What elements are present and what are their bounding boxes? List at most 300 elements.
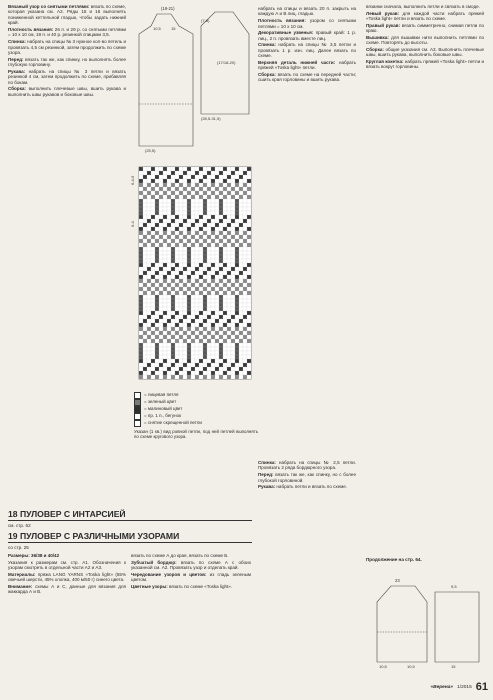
chart-cell	[179, 323, 183, 327]
chart-cell	[187, 255, 191, 259]
chart-cell	[235, 323, 239, 327]
chart-cell	[219, 263, 223, 267]
chart-cell	[235, 215, 239, 219]
chart-cell	[203, 371, 207, 375]
chart-cell	[175, 247, 179, 251]
chart-cell	[243, 315, 247, 319]
chart-cell	[159, 279, 163, 283]
chart-cell	[191, 167, 195, 171]
chart-cell	[207, 279, 211, 283]
paragraph: Указания к размерам см. стр. А1. Обозначения к узорам смотреть в отдельной части А2 и А3.	[8, 559, 126, 571]
chart-cell	[143, 187, 147, 191]
chart-cell	[151, 195, 155, 199]
chart-cell	[239, 231, 243, 235]
chart-cell	[219, 319, 223, 323]
chart-cell	[247, 355, 251, 359]
chart-cell	[175, 211, 179, 215]
paragraph: Сборка: выполнить плечевые швы, вшить рукава и выполнить швы рукавов и боковые швы.	[8, 86, 126, 97]
chart-cell	[167, 279, 171, 283]
chart-cell	[215, 375, 219, 379]
chart-cell	[143, 207, 147, 211]
chart-cell	[227, 227, 231, 231]
chart-cell	[171, 179, 175, 183]
chart-cell	[183, 263, 187, 267]
chart-cell	[243, 227, 247, 231]
chart-cell	[215, 315, 219, 319]
chart-cell	[219, 371, 223, 375]
chart-cell	[203, 219, 207, 223]
chart-cell	[243, 247, 247, 251]
chart-cell	[155, 227, 159, 231]
chart-cell	[171, 183, 175, 187]
paragraph: Цветные узоры: вязать по схеме «Toska light».	[131, 583, 233, 589]
chart-cell	[171, 291, 175, 295]
chart-cell	[143, 267, 147, 271]
chart-cell	[219, 363, 223, 367]
chart-cell	[199, 235, 203, 239]
chart-cell	[139, 323, 143, 327]
chart-cell	[231, 283, 235, 287]
chart-cell	[227, 295, 231, 299]
chart-cell	[203, 183, 207, 187]
chart-cell	[151, 331, 155, 335]
legend-note: Указан (1 кв.) вид ровной петли, под ней петлей выполнять по схеме кругового узора.	[134, 429, 258, 440]
chart-cell	[183, 359, 187, 363]
chart-cell	[151, 223, 155, 227]
chart-cell	[219, 231, 223, 235]
chart-cell	[139, 363, 143, 367]
chart-cell	[187, 287, 191, 291]
chart-cell	[191, 371, 195, 375]
chart-cell	[147, 323, 151, 327]
chart-cell	[151, 271, 155, 275]
chart-cell	[179, 375, 183, 379]
chart-cell	[187, 335, 191, 339]
chart-cell	[223, 235, 227, 239]
paragraph: Спинка: набрать на спицы № 3 нужное кол-во петель и провязать 4,5 см резинкой, затем продолжить по схеме узора.	[8, 39, 126, 55]
chart-cell	[151, 307, 155, 311]
chart-cell	[223, 351, 227, 355]
chart-cell	[231, 291, 235, 295]
chart-cell	[171, 375, 175, 379]
magazine-brand: «Верена»	[430, 684, 454, 690]
chart-cell	[147, 355, 151, 359]
chart-cell	[247, 327, 251, 331]
chart-cell	[219, 287, 223, 291]
chart-cell	[191, 215, 195, 219]
chart-cell	[151, 191, 155, 195]
chart-cell	[239, 331, 243, 335]
paragraph: Вышивка: для вышивки нити выполнить петлями по схеме. Повторять до высоты.	[366, 34, 484, 46]
chart-cell	[235, 171, 239, 175]
chart-cell	[183, 199, 187, 203]
chart-cell	[219, 291, 223, 295]
chart-cell	[167, 323, 171, 327]
chart-cell	[187, 191, 191, 195]
chart-cell	[215, 299, 219, 303]
chart-cell	[155, 271, 159, 275]
paragraph: Вязаный узор со снятыми петлями: вязать по схеме, которая указана см. А2. Ряды 15 и 16 выполнять пониженной кеттельной гладью, чтобы задать нижний край.	[8, 4, 126, 26]
chart-cell	[195, 271, 199, 275]
chart-cell	[223, 287, 227, 291]
chart-cell	[199, 367, 203, 371]
chart-cell	[203, 231, 207, 235]
chart-cell	[191, 203, 195, 207]
chart-cell	[139, 199, 143, 203]
chart-cell	[195, 367, 199, 371]
chart-cell	[159, 367, 163, 371]
chart-cell	[211, 287, 215, 291]
chart-cell	[143, 203, 147, 207]
chart-cell	[183, 331, 187, 335]
chart-cell	[231, 303, 235, 307]
paragraph: Плотность вязания: узором со снятыми петлями = 10 х 10 см.	[258, 18, 356, 29]
chart-cell	[231, 327, 235, 331]
chart-cell	[223, 183, 227, 187]
chart-cell	[179, 371, 183, 375]
chart-cell	[171, 323, 175, 327]
chart-cell	[147, 347, 151, 351]
chart-cell	[139, 359, 143, 363]
svg-text:15: 15	[171, 26, 176, 31]
chart-cell	[227, 231, 231, 235]
chart-cell	[235, 363, 239, 367]
chart-cell	[139, 227, 143, 231]
chart-cell	[163, 287, 167, 291]
chart-cell	[187, 367, 191, 371]
chart-cell	[235, 291, 239, 295]
chart-cell	[211, 303, 215, 307]
chart-cell	[227, 323, 231, 327]
chart-cell	[235, 331, 239, 335]
chart-cell	[199, 275, 203, 279]
chart-cell	[167, 315, 171, 319]
chart-cell	[171, 279, 175, 283]
chart-cell	[167, 175, 171, 179]
paragraph: Правый рукав: вязать симметрично, снимая петли по краю.	[366, 22, 484, 34]
chart-cell	[167, 263, 171, 267]
chart-cell	[155, 255, 159, 259]
chart-cell	[191, 235, 195, 239]
chart-cell	[227, 183, 231, 187]
chart-cell	[179, 235, 183, 239]
paragraph: Спинка: набрать на спицы № 2,5 петли. Провязать 2 ряда бордюрного узора.	[258, 460, 356, 471]
chart-cell	[227, 355, 231, 359]
chart-cell	[155, 247, 159, 251]
chart-cell	[223, 283, 227, 287]
chart-cell	[227, 255, 231, 259]
chart-cell	[219, 339, 223, 343]
chart-cell	[147, 227, 151, 231]
chart-cell	[227, 175, 231, 179]
chart-cell	[235, 303, 239, 307]
chart-cell	[231, 247, 235, 251]
chart-cell	[139, 291, 143, 295]
chart-cell	[179, 319, 183, 323]
chart-cell	[215, 215, 219, 219]
chart-cell	[215, 171, 219, 175]
chart-cell	[143, 303, 147, 307]
chart-cell	[143, 259, 147, 263]
chart-cell	[219, 331, 223, 335]
chart-cell	[143, 311, 147, 315]
chart-cell	[179, 299, 183, 303]
chart-cell	[219, 195, 223, 199]
chart-cell	[183, 219, 187, 223]
chart-cell	[147, 335, 151, 339]
chart-cell	[243, 331, 247, 335]
chart-cell	[159, 275, 163, 279]
chart-cell	[191, 287, 195, 291]
chart-cell	[155, 171, 159, 175]
chart-cell	[203, 307, 207, 311]
chart-cell	[207, 267, 211, 271]
chart-cell	[139, 371, 143, 375]
chart-cell	[163, 263, 167, 267]
chart-cell	[167, 219, 171, 223]
chart-cell	[183, 179, 187, 183]
chart-cell	[147, 259, 151, 263]
chart-cell	[235, 195, 239, 199]
chart-cell	[199, 239, 203, 243]
chart-cell	[147, 351, 151, 355]
chart-cell	[195, 171, 199, 175]
chart-cell	[175, 179, 179, 183]
chart-cell	[171, 335, 175, 339]
chart-cell	[175, 223, 179, 227]
chart-cell	[211, 295, 215, 299]
chart-cell	[235, 231, 239, 235]
chart-cell	[139, 343, 143, 347]
chart-cell	[239, 203, 243, 207]
chart-cell	[203, 251, 207, 255]
chart-cell	[235, 179, 239, 183]
chart-cell	[215, 243, 219, 247]
chart-cell	[215, 167, 219, 171]
chart-cell	[143, 355, 147, 359]
chart-cell	[235, 187, 239, 191]
paragraph: Внимание: схемы А и С, данные для вязания для жаккарда А и В.	[8, 583, 126, 595]
chart-cell	[231, 227, 235, 231]
chart-cell	[183, 367, 187, 371]
chart-cell	[231, 195, 235, 199]
chart-cell	[207, 175, 211, 179]
chart-cell	[235, 275, 239, 279]
legend-swatch	[134, 420, 141, 427]
chart-cell	[175, 355, 179, 359]
chart-cell	[147, 207, 151, 211]
chart-cell	[227, 199, 231, 203]
chart-cell	[167, 223, 171, 227]
chart-cell	[195, 359, 199, 363]
chart-cell	[203, 291, 207, 295]
chart-cell	[151, 171, 155, 175]
chart-cell	[239, 227, 243, 231]
chart-cell	[207, 183, 211, 187]
chart-cell	[143, 183, 147, 187]
chart-cell	[207, 211, 211, 215]
chart-cell	[179, 315, 183, 319]
chart-cell	[243, 171, 247, 175]
chart-cell	[167, 271, 171, 275]
chart-cell	[191, 239, 195, 243]
chart-cell	[227, 235, 231, 239]
chart-cell	[167, 243, 171, 247]
chart-cell	[167, 343, 171, 347]
chart-cell	[191, 339, 195, 343]
chart-cell	[227, 315, 231, 319]
chart-cell	[235, 347, 239, 351]
chart-cell	[247, 263, 251, 267]
chart-cell	[179, 223, 183, 227]
chart-cell	[227, 207, 231, 211]
chart-cell	[203, 167, 207, 171]
chart-cell	[215, 255, 219, 259]
chart-cell	[247, 279, 251, 283]
chart-cell	[171, 167, 175, 171]
chart-cell	[239, 207, 243, 211]
chart-cell	[231, 335, 235, 339]
chart-cell	[159, 375, 163, 379]
chart-cell	[219, 299, 223, 303]
chart-cell	[215, 251, 219, 255]
chart-cell	[163, 291, 167, 295]
chart-cell	[239, 315, 243, 319]
chart-cell	[171, 235, 175, 239]
chart-cell	[183, 275, 187, 279]
chart-cell	[143, 279, 147, 283]
chart-cell	[247, 311, 251, 315]
chart-cell	[139, 347, 143, 351]
chart-cell	[199, 327, 203, 331]
chart-cell	[235, 167, 239, 171]
chart-cell	[211, 375, 215, 379]
chart-cell	[199, 231, 203, 235]
chart-cell	[155, 287, 159, 291]
chart-cell	[211, 251, 215, 255]
chart-cell	[223, 363, 227, 367]
chart-cell	[247, 187, 251, 191]
chart-cell	[175, 367, 179, 371]
chart-cell	[139, 351, 143, 355]
chart-cell	[231, 323, 235, 327]
chart-cell	[151, 183, 155, 187]
section-ref-19: со стр. 25	[8, 545, 29, 550]
chart-cell	[211, 319, 215, 323]
chart-cell	[167, 295, 171, 299]
chart-cell	[219, 271, 223, 275]
chart-cell	[243, 183, 247, 187]
chart-cell	[203, 311, 207, 315]
chart-cell	[167, 167, 171, 171]
chart-cell	[231, 347, 235, 351]
chart-cell	[183, 235, 187, 239]
chart-cell	[227, 307, 231, 311]
chart-cell	[183, 255, 187, 259]
chart-cell	[247, 195, 251, 199]
chart-cell	[235, 327, 239, 331]
chart-cell	[179, 339, 183, 343]
chart-cell	[195, 259, 199, 263]
chart-cell	[163, 175, 167, 179]
chart-cell	[151, 203, 155, 207]
chart-cell	[183, 371, 187, 375]
chart-cell	[207, 203, 211, 207]
chart-cell	[147, 171, 151, 175]
chart-cell	[207, 315, 211, 319]
chart-cell	[171, 331, 175, 335]
chart-cell	[215, 187, 219, 191]
chart-cell	[139, 271, 143, 275]
chart-cell	[191, 183, 195, 187]
chart-cell	[155, 167, 159, 171]
chart-cell	[171, 187, 175, 191]
chart-cell	[247, 207, 251, 211]
chart-cell	[151, 367, 155, 371]
chart-cell	[243, 263, 247, 267]
chart-cell	[199, 175, 203, 179]
chart-cell	[247, 287, 251, 291]
chart-cell	[231, 295, 235, 299]
chart-cell	[183, 347, 187, 351]
chart-cell	[235, 279, 239, 283]
chart-cell	[179, 207, 183, 211]
chart-cell	[215, 311, 219, 315]
chart-cell	[239, 363, 243, 367]
chart-cell	[163, 267, 167, 271]
chart-cell	[227, 303, 231, 307]
chart-cell	[179, 243, 183, 247]
chart-cell	[207, 283, 211, 287]
chart-cell	[243, 203, 247, 207]
chart-cell	[207, 299, 211, 303]
chart-cell	[207, 287, 211, 291]
chart-cell	[199, 227, 203, 231]
chart-cell	[247, 291, 251, 295]
chart-cell	[235, 223, 239, 227]
chart-cell	[139, 279, 143, 283]
chart-cell	[187, 279, 191, 283]
chart-cell	[243, 199, 247, 203]
chart-cell	[195, 323, 199, 327]
chart-cell	[187, 343, 191, 347]
chart-cell	[247, 347, 251, 351]
chart-cell	[163, 375, 167, 379]
chart-cell	[219, 267, 223, 271]
chart-cell	[191, 187, 195, 191]
chart-cell	[239, 311, 243, 315]
chart-cell	[171, 231, 175, 235]
chart-cell	[167, 187, 171, 191]
chart-cell	[207, 187, 211, 191]
chart-cell	[203, 211, 207, 215]
chart-cell	[203, 331, 207, 335]
chart-cell	[247, 359, 251, 363]
chart-cell	[207, 259, 211, 263]
chart-cell	[139, 263, 143, 267]
chart-cell	[243, 187, 247, 191]
chart-cell	[195, 263, 199, 267]
chart-cell	[151, 255, 155, 259]
chart-cell	[163, 299, 167, 303]
chart-cell	[139, 319, 143, 323]
chart-cell	[203, 191, 207, 195]
chart-cell	[199, 215, 203, 219]
chart-cell	[227, 343, 231, 347]
chart-cell	[219, 219, 223, 223]
chart-cell	[179, 263, 183, 267]
chart-cell	[243, 219, 247, 223]
